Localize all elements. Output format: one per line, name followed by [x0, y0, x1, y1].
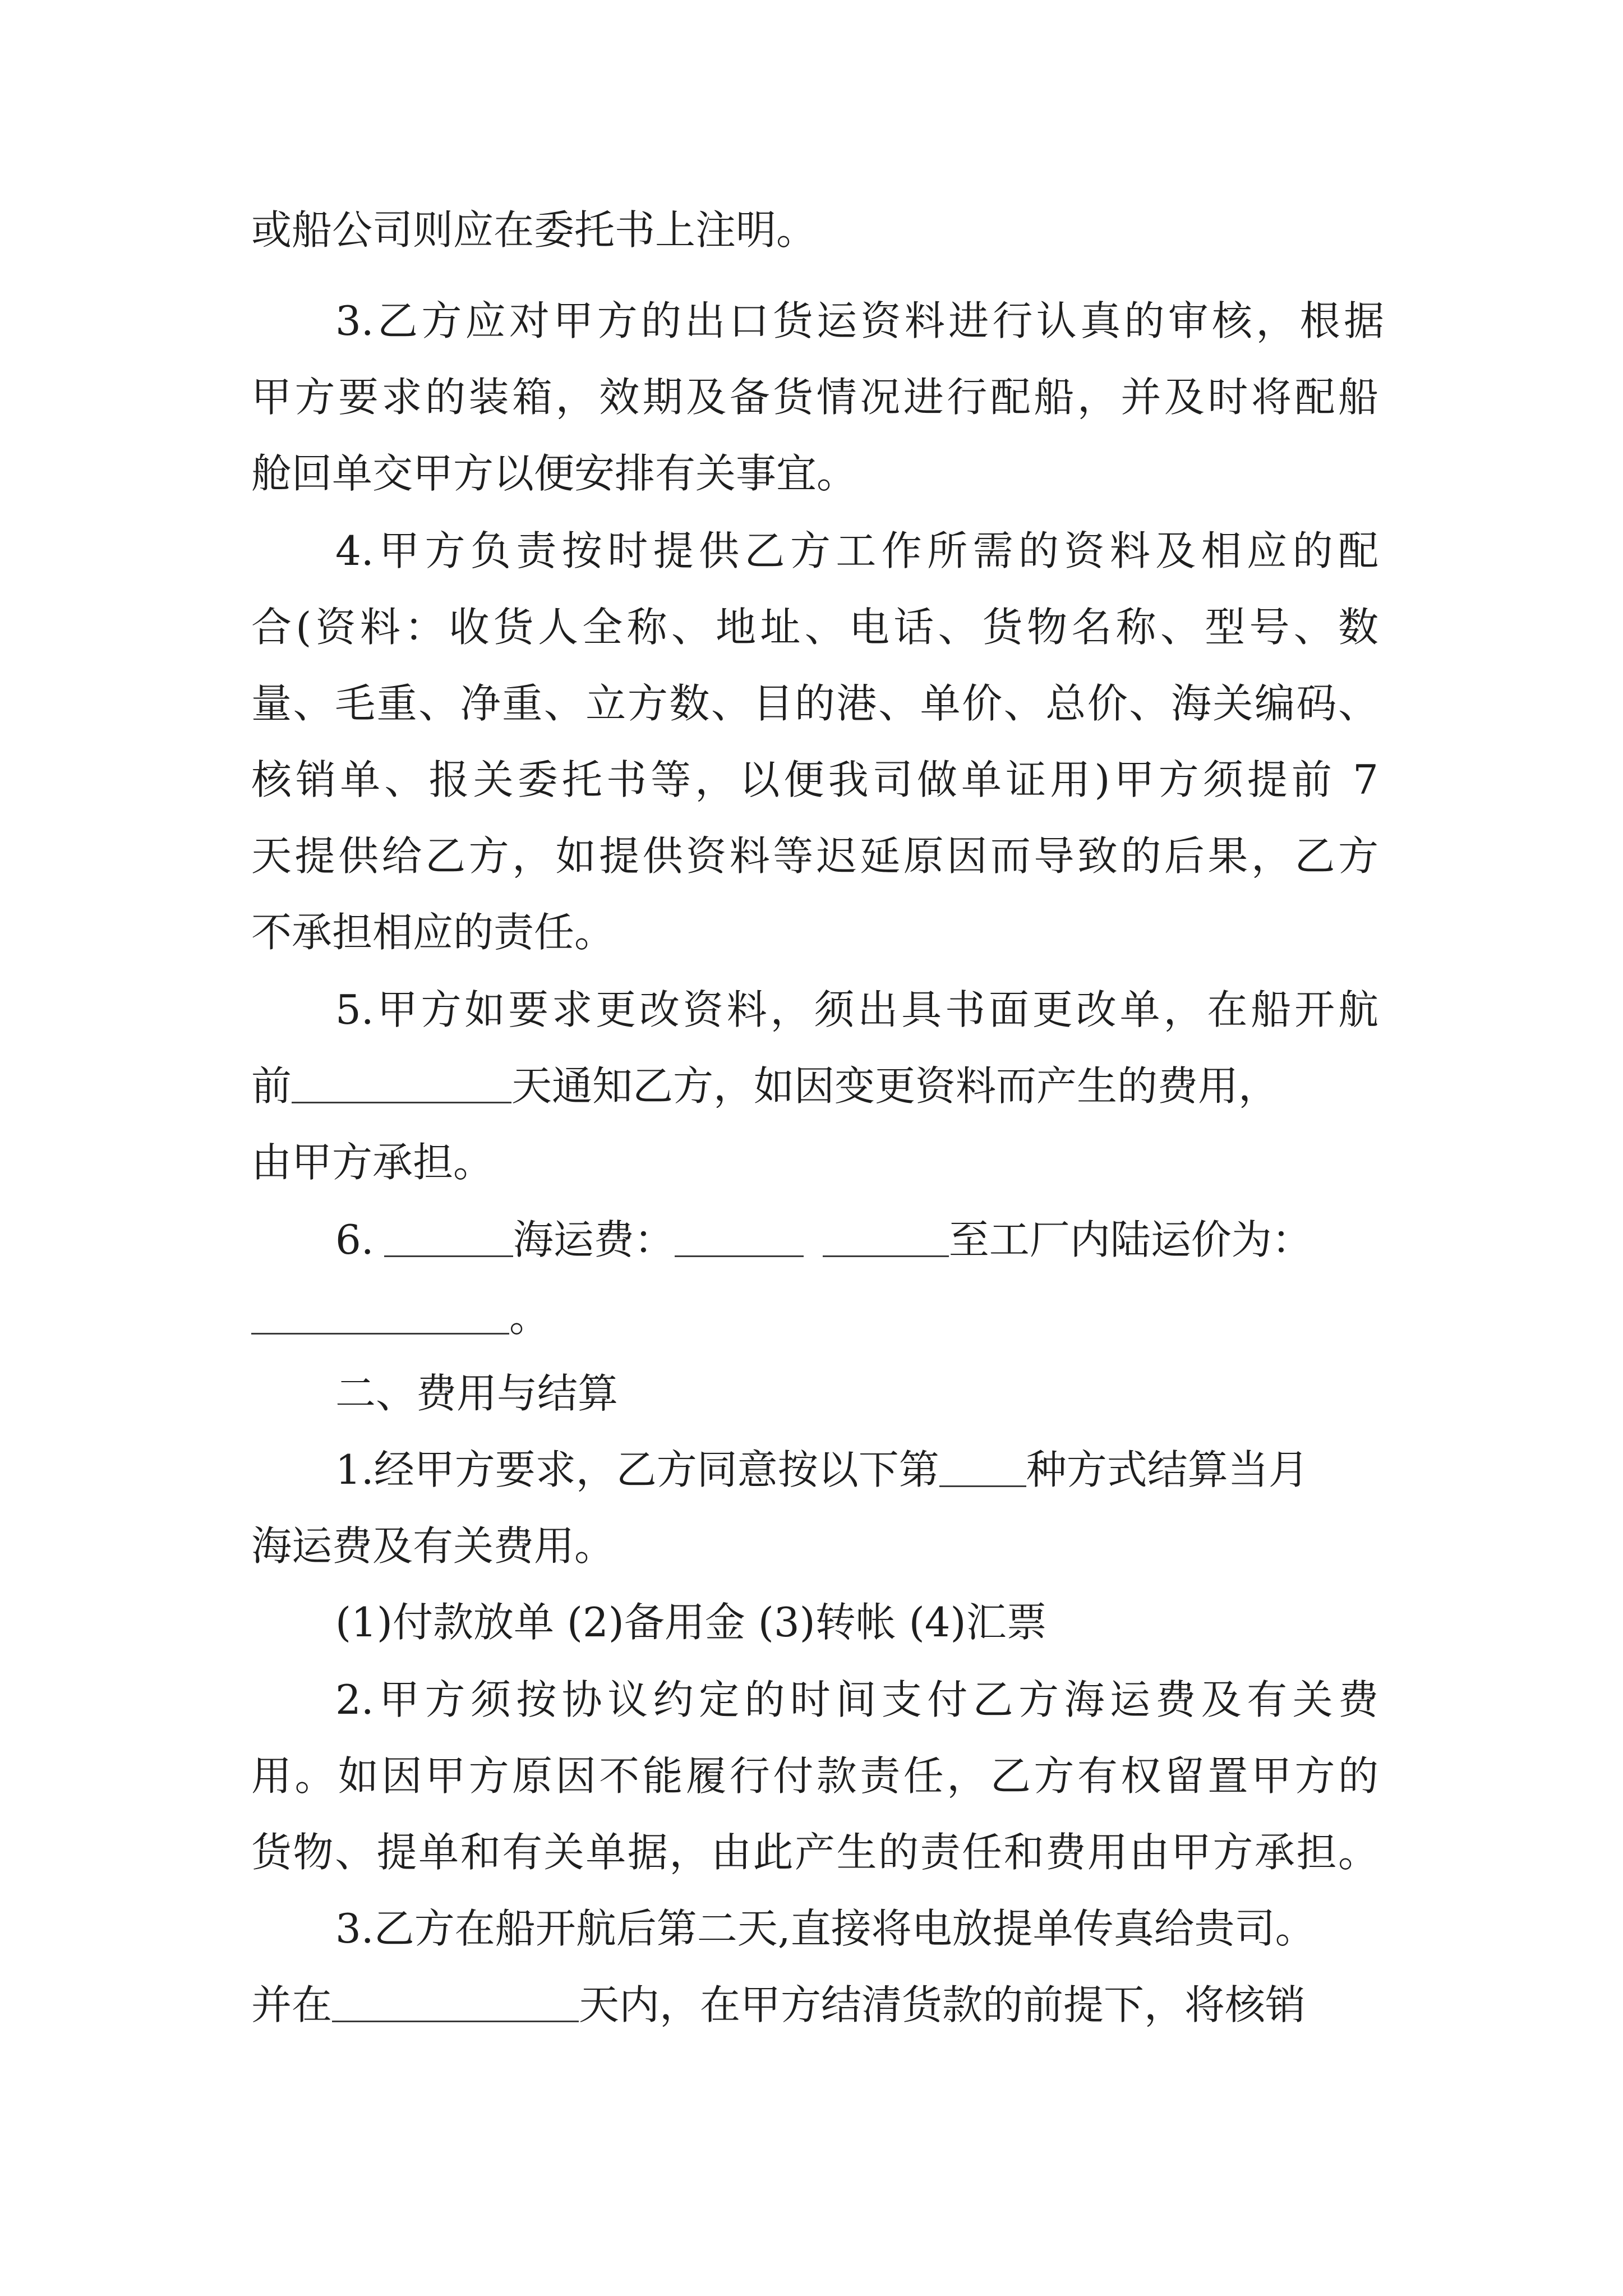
- text-line: 甲方要求的装箱，效期及备货情况进行配船，并及时将配船: [251, 374, 1378, 421]
- fill-in-blank: [939, 1452, 1026, 1487]
- text-line: 舱回单交甲方以便安排有关事宜。: [251, 450, 857, 497]
- text-line: 4.甲方负责按时提供乙方工作所需的资料及相应的配: [335, 527, 1378, 574]
- text-line: 合(资料：收货人全称、地址、电话、货物名称、型号、数: [251, 604, 1378, 651]
- text-fragment: 前: [251, 1062, 292, 1110]
- text-fragment: 。: [509, 1294, 550, 1341]
- text-fragment: 天通知乙方，如因变更资料而产生的费用，: [511, 1062, 1279, 1110]
- text-line: 海运费及有关费用。: [251, 1522, 615, 1570]
- text-line: 3.乙方应对甲方的出口货运资料进行认真的审核，根据: [335, 297, 1384, 344]
- text-line: 5.甲方如要求更改资料，须出具书面更改单，在船开航: [335, 986, 1378, 1033]
- fill-in-blank: [384, 1222, 513, 1257]
- text-line: 用。如因甲方原因不能履行付款责任，乙方有权留置甲方的: [251, 1752, 1378, 1800]
- fill-in-blank: [251, 1299, 509, 1335]
- text-line: 货物、提单和有关单据，由此产生的责任和费用由甲方承担。: [251, 1829, 1378, 1876]
- text-line: [335, 1212, 1384, 1268]
- text-line: (1)付款放单 (2)备用金 (3)转帐 (4)汇票: [335, 1599, 1047, 1646]
- text-fragment: 天内，在甲方结清货款的前提下，将核销: [579, 1981, 1306, 2028]
- text-line: [251, 1977, 1378, 2033]
- text-line: 不承担相应的责任。: [251, 909, 615, 956]
- text-fragment: 种方式结算当月: [1026, 1446, 1309, 1493]
- fill-in-blank: [675, 1222, 804, 1257]
- fill-in-blank: [823, 1222, 949, 1257]
- text-line: 天提供给乙方，如提供资料等迟延原因而导致的后果，乙方: [251, 832, 1378, 880]
- text-line: [335, 1442, 1384, 1498]
- fill-in-blank: [292, 1068, 511, 1103]
- text-line: [251, 1289, 1149, 1345]
- text-line: 或船公司则应在委托书上注明。: [251, 206, 817, 254]
- text-line: 3.乙方在船开航后第二天,直接将电放提单传真给贵司。: [335, 1905, 1316, 1952]
- text-fragment: 并在: [251, 1981, 333, 2028]
- text-fragment: 海运费：: [513, 1216, 675, 1263]
- text-line: 核销单、报关委托书等，以便我司做单证用)甲方须提前 7: [251, 756, 1378, 803]
- section-heading: 二、费用与结算: [335, 1370, 619, 1417]
- fill-in-blank: [332, 1987, 579, 2022]
- text-fragment: 6.: [335, 1216, 374, 1263]
- text-line: 2.甲方须按协议约定的时间支付乙方海运费及有关费: [335, 1676, 1378, 1723]
- text-line: 由甲方承担。: [251, 1139, 494, 1186]
- text-line: 量、毛重、净重、立方数、目的港、单价、总价、海关编码、: [251, 680, 1378, 727]
- text-line: [251, 1058, 1378, 1114]
- text-fragment: 1.经甲方要求，乙方同意按以下第: [335, 1446, 939, 1493]
- text-fragment: 至工厂内陆运价为：: [948, 1216, 1312, 1263]
